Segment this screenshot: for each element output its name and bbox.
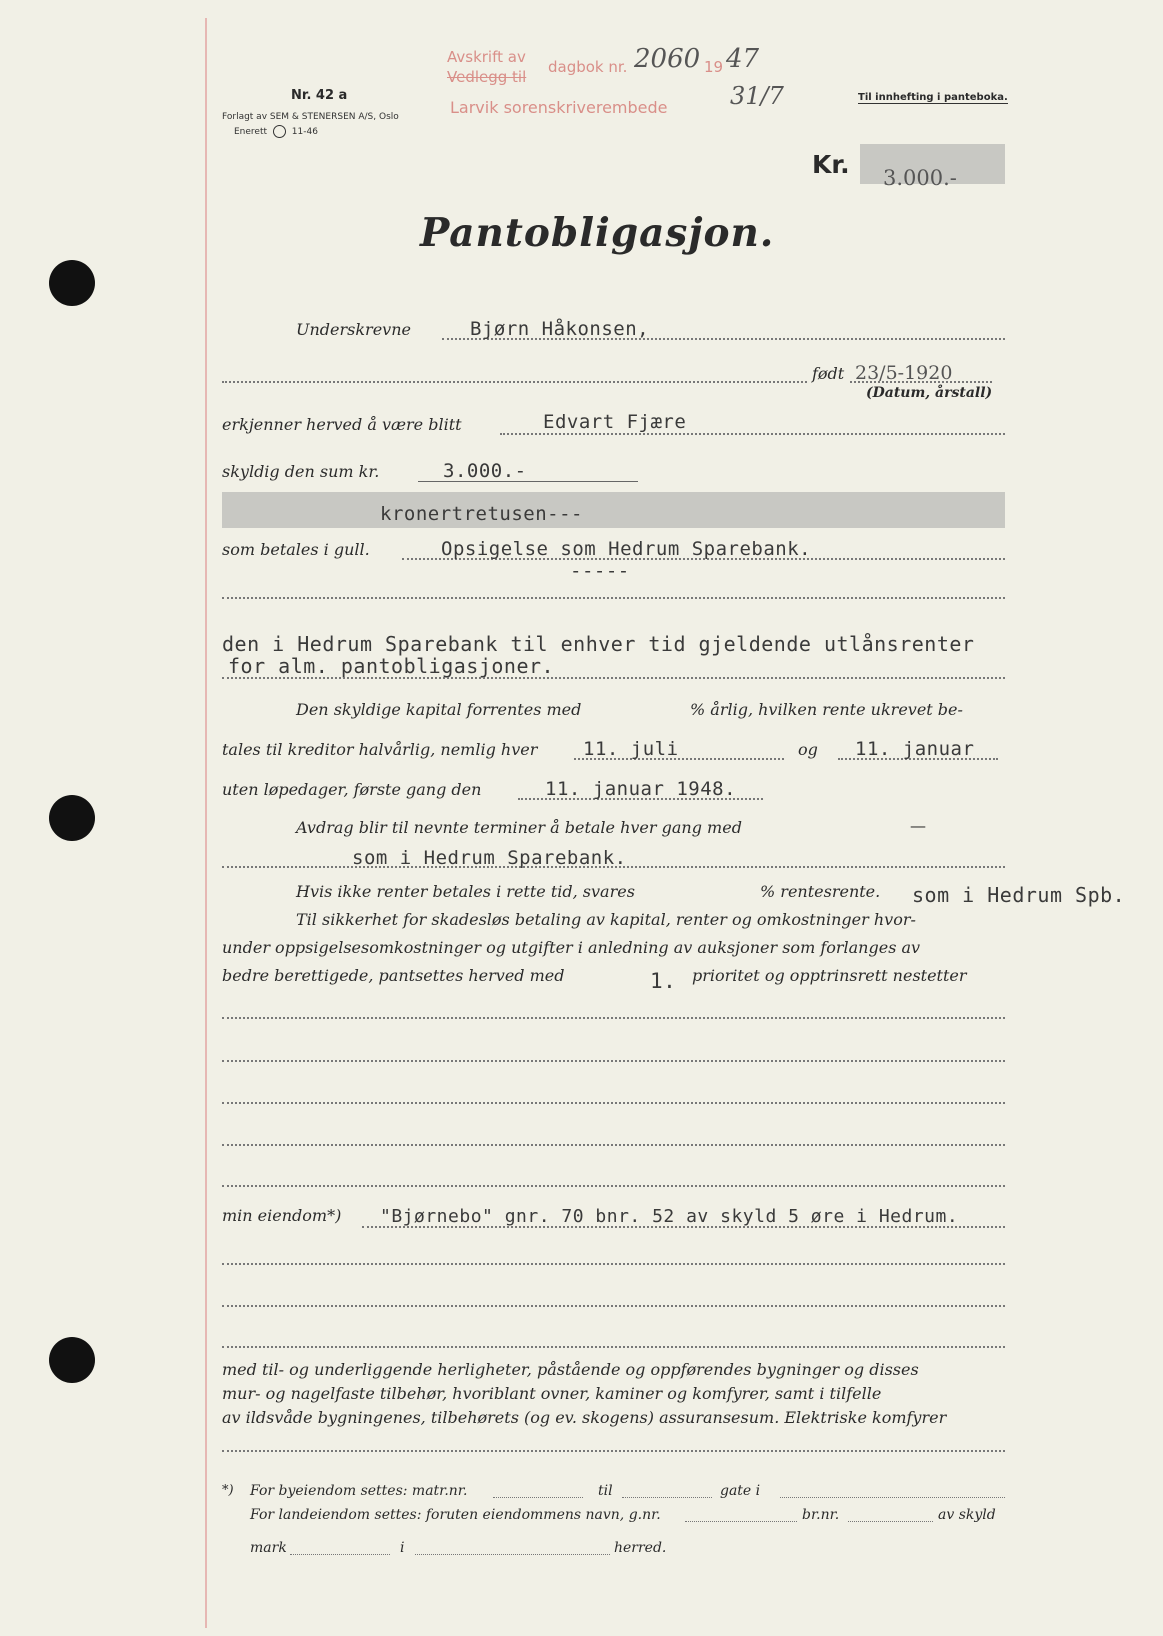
security-line-2: under oppsigelsesomkostninger og utgifter i anledning av auksjoner som forlanges av [222,938,921,957]
amount-value: 3.000.- [883,166,957,190]
creditor-value: Edvart Fjære [543,411,687,433]
payment-value: Opsigelse som Hedrum Sparebank. [441,538,812,560]
security-line-3b: prioritet og opptrinsrett nestetter [692,966,967,985]
footnote-mark-label: mark [250,1540,287,1556]
rights: Enerett [234,127,268,137]
sum-label: skyldig den sum kr. [222,462,380,481]
court-office: Larvik sorenskriverembede [450,98,668,117]
closing-line-1: med til- og underliggende herligheter, påstående og oppførendes bygninger og disses [222,1360,919,1379]
undersigned-label: Underskrevne [296,320,411,339]
blank-line [222,597,1005,599]
footnote-city-label: For byeiendom settes: matr.nr. [250,1483,468,1499]
print-date: 11-46 [291,127,318,137]
sum-value: 3.000.- [443,460,527,482]
install-dash: — [910,816,926,835]
amount-kr-label: Kr. [812,150,850,179]
date-handwritten: 31/7 [730,82,784,110]
footnote-dots [622,1497,712,1498]
payment-label: som betales i gull. [222,540,370,559]
interest-rest: % årlig, hvilken rente ukrevet be- [690,700,963,719]
property-label: min eiendom*) [222,1206,342,1225]
year-prefix: 19 [704,58,724,76]
footnote-rural-br: br.nr. [802,1507,840,1523]
publisher: Forlagt av SEM & STENERSEN [222,112,359,122]
blank-line [222,1060,1005,1062]
journal-label: dagbok nr. [548,58,628,76]
install-value: som i Hedrum Sparebank. [352,847,627,869]
footnote-dots [685,1521,797,1522]
blank-line [222,1102,1005,1104]
sum-words: kronertretusen--- [380,503,583,525]
footnote-dots [415,1554,610,1555]
default-label: Hvis ikke renter betales i rette tid, svares [296,882,635,901]
blank-line [222,1263,1005,1265]
footnote-dots [493,1497,583,1498]
blank-line [222,677,1005,679]
halfyear-label: tales til kreditor halvårlig, nemlig hver [222,740,538,759]
interest-label: Den skyldige kapital forrentes med [296,700,582,719]
footnote-dots [780,1497,1005,1498]
punch-hole-bottom [49,1337,95,1383]
form-number: Nr. 42 a [291,88,348,103]
footnote-rural-skyld: av skyld [938,1507,996,1523]
rate-line-2: for alm. pantobligasjoner. [228,654,555,678]
attachment-word: Vedlegg til [447,68,527,86]
blank-line [222,1305,1005,1307]
punch-hole-top [49,260,95,306]
blank-line [222,381,807,383]
footnote-mark: *) [222,1483,234,1498]
footnote-city-til: til [598,1483,613,1499]
blank-line [222,1346,1005,1348]
closing-line-3: av ildsvåde bygningenes, tilbehørets (og ev. skogens) assuransesum. Elektriske komfyrer [222,1408,947,1427]
footnote-city-gate: gate i [720,1483,761,1499]
first-label: uten løpedager, første gang den [222,780,482,799]
born-label: født [812,364,845,383]
publisher-city: A/S, Oslo [358,112,399,122]
payment-dashes: ----- [570,560,630,582]
undersigned-value: Bjørn Håkonsen, [470,318,650,340]
footnote-mark-i: i [400,1540,405,1556]
rate-line-1: den i Hedrum Sparebank til enhver tid gjeldende utlånsrenter [222,632,975,656]
copy-word: Avskrift av [447,48,526,66]
default-value: som i Hedrum Spb. [912,883,1126,907]
margin-rule [205,18,207,1628]
year-suffix: 47 [726,44,760,74]
footnote-rural-label: For landeiendom settes: foruten eiendommens navn, g.nr. [250,1507,661,1523]
document-title: Pantobligasjon. [420,210,775,256]
publisher-line [222,112,399,122]
blank-line [222,1144,1005,1146]
closing-line-2: mur- og nagelfaste tilbehør, hvoriblant ovner, kaminer og komfyrer, samt i tilfelle [222,1384,882,1403]
security-line-3a: bedre berettigede, pantsettes herved med [222,966,565,985]
binding-note: Til innhefting i panteboka. [858,92,1008,103]
priority-value: 1. [650,969,677,993]
punch-hole-middle [49,795,95,841]
blank-line [222,1450,1005,1452]
halfyear-and: og [798,740,818,759]
born-hint: (Datum, årstall) [866,385,993,401]
publisher-logo-icon [273,125,286,138]
rights-line [234,125,318,138]
footnote-dots [290,1554,390,1555]
default-rest: % rentesrente. [760,882,881,901]
sum-words-band [222,492,1005,528]
property-value: "Bjørnebo" gnr. 70 bnr. 52 av skyld 5 øre i Hedrum. [380,1206,959,1227]
first-value: 11. januar 1948. [545,778,737,800]
creditor-label: erkjenner herved å være blitt [222,415,462,434]
journal-number: 2060 [634,44,701,74]
halfyear-value-2: 11. januar [855,738,975,760]
blank-line [222,1185,1005,1187]
creditor-line [500,433,1005,435]
footnote-dots [848,1521,933,1522]
footnote-herred: herred. [614,1540,667,1556]
born-value: 23/5-1920 [855,362,953,384]
blank-line [222,1017,1005,1019]
security-line-1: Til sikkerhet for skadesløs betaling av kapital, renter og omkostninger hvor- [296,910,916,929]
install-label: Avdrag blir til nevnte terminer å betale hver gang med [296,818,742,837]
halfyear-value-1: 11. juli [583,738,679,760]
